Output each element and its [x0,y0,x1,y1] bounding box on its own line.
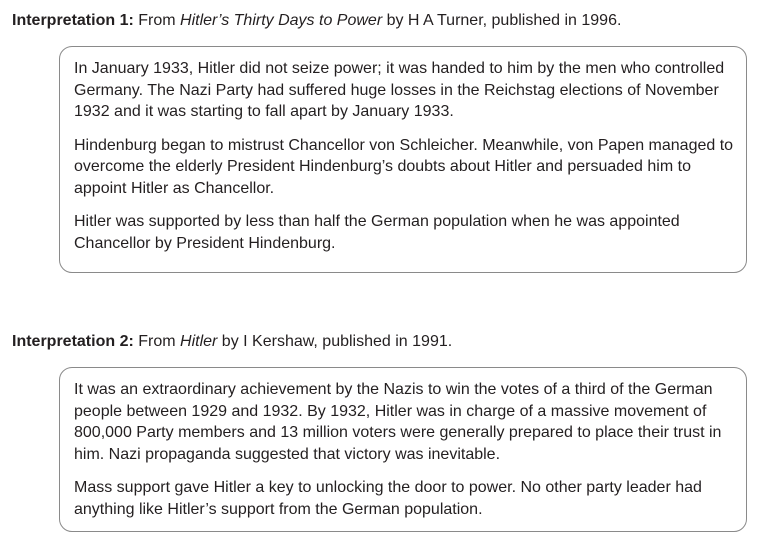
interpretation-1-paragraph-2: Hindenburg began to mistrust Chancellor von Schleicher. Meanwhile, von Papen managed to overcome the elderly President Hindenburg’s doubts about Hitler and persuaded him to appoint Hitler as Chancellor. [74,136,734,197]
interpretation-1-book-title: Hitler’s Thirty Days to Power [180,12,383,29]
interpretation-2-label: Interpretation 2: [12,333,134,350]
interpretation-1-heading [12,11,621,31]
interpretation-2-source-box [59,367,747,532]
interpretation-1-paragraph-3: Hitler was supported by less than half the German population when he was appointed Chancellor by President Hindenburg. [74,213,680,252]
interpretation-2-byline: by I Kershaw, published in 1991. [217,333,453,350]
interpretation-1-source-box [59,46,747,273]
interpretation-2-paragraph-1: It was an extraordinary achievement by the Nazis to win the votes of a third of the German people between 1929 and 1932. By 1932, Hitler was in charge of a massive movement of 800,000 Party members and 13 million voters were generally prepared to place their trust in him. Nazi propaganda suggested that victory was inevitable. [74,381,722,463]
interpretation-2-heading [12,332,452,352]
interpretation-1-label: Interpretation 1: [12,12,134,29]
interpretation-1-byline: by H A Turner, published in 1996. [382,12,622,29]
interpretation-2-intro: From [133,333,181,350]
interpretation-2-paragraph-2: Mass support gave Hitler a key to unlocking the door to power. No other party leader had anything like Hitler’s support from the German population. [74,479,702,518]
interpretation-2-book-title: Hitler [180,333,218,350]
interpretation-1-intro: From [133,12,181,29]
interpretation-1-paragraph-1: In January 1933, Hitler did not seize power; it was handed to him by the men who controlled Germany. The Nazi Party had suffered huge losses in the Reichstag elections of November 1932 and it was starting to fall apart by January 1933. [74,60,725,120]
